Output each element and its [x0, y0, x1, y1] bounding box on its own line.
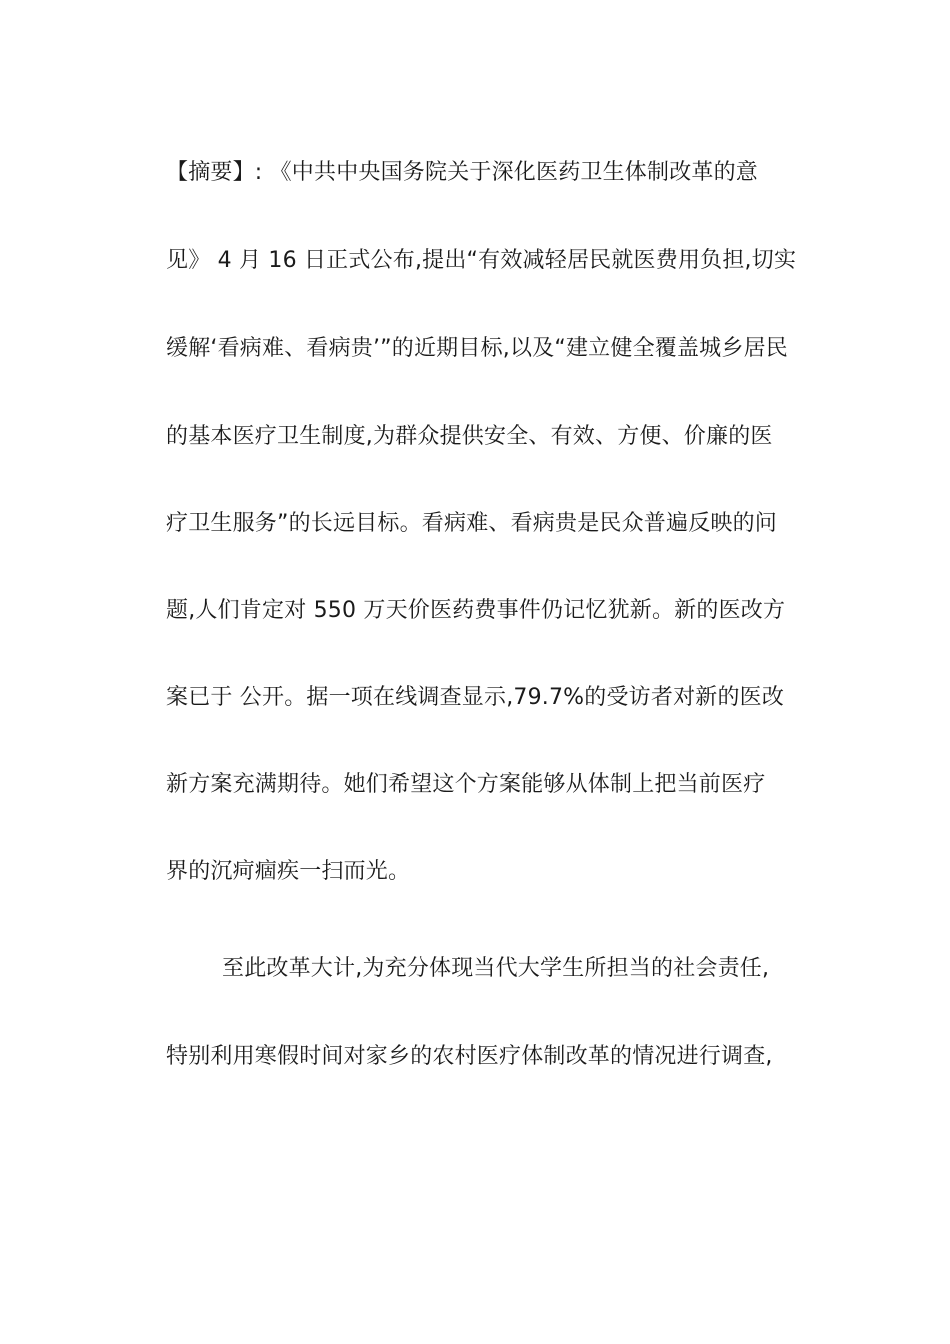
text-line: 见》 4 月 16 日正式公布,提出“有效减轻居民就医费用负担,切实: [166, 248, 797, 273]
text-line: 缓解‘看病难、看病贵’”的近期目标,以及“建立健全覆盖城乡居民: [166, 336, 788, 361]
text-line: 至此改革大计,为充分体现当代大学生所担当的社会责任,: [222, 956, 770, 981]
text-line: 界的沉疴痼疾一扫而光。: [166, 859, 411, 884]
text-line: 新方案充满期待。她们希望这个方案能够从体制上把当前医疗: [166, 772, 766, 797]
text-line: 的基本医疗卫生制度,为群众提供安全、有效、方便、价廉的医: [166, 424, 773, 449]
text-line: 疗卫生服务”的长远目标。看病难、看病贵是民众普遍反映的问: [166, 511, 777, 536]
text-line: 特别利用寒假时间对家乡的农村医疗体制改革的情况进行调查,: [166, 1044, 773, 1069]
text-line: 【摘要】: 《中共中央国务院关于深化医药卫生体制改革的意: [166, 160, 759, 185]
text-line: 案已于 公开。据一项在线调查显示,79.7%的受访者对新的医改: [166, 685, 785, 710]
text-line: 题,人们肯定对 550 万天价医药费事件仍记忆犹新。新的医改方: [166, 598, 786, 623]
